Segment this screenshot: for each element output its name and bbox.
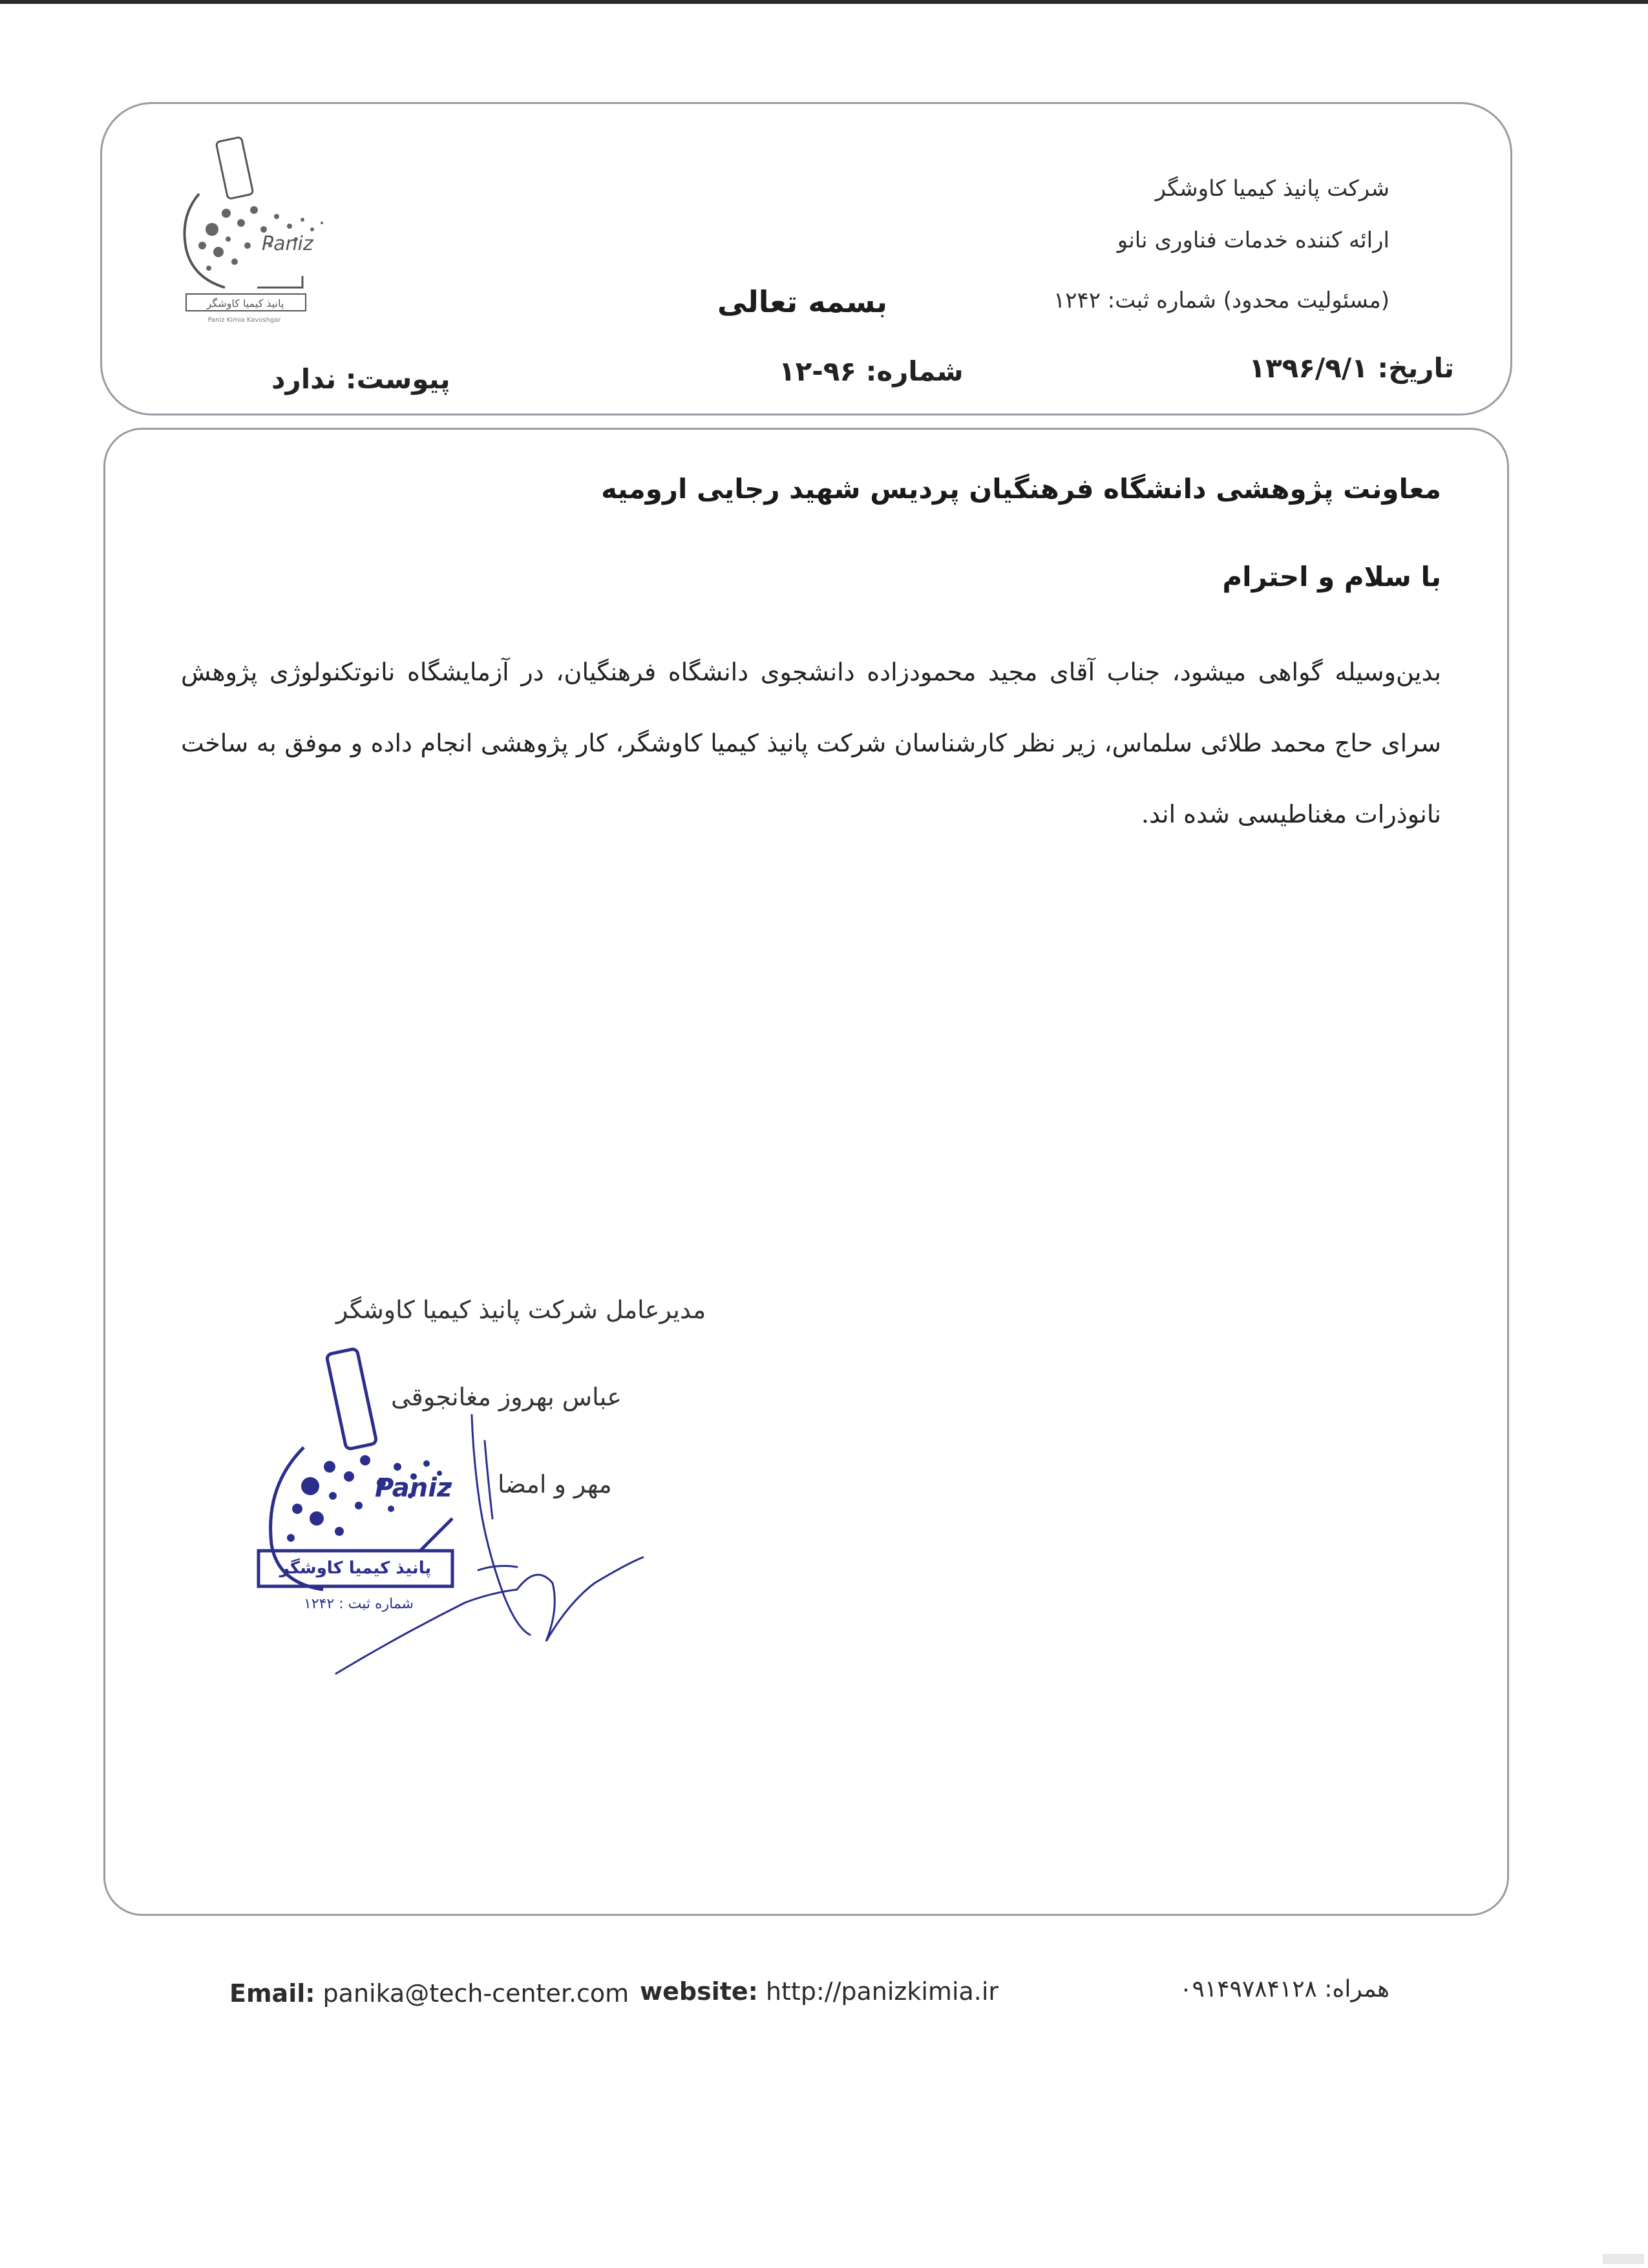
greeting-line: با سلام و احترام — [1222, 561, 1441, 593]
footer-mobile: همراه: ۰۹۱۴۹۷۸۴۱۲۸ — [1179, 1976, 1389, 2002]
company-name: شرکت پانیذ کیمیا کاوشگر — [1155, 176, 1389, 202]
logo-latin-text: Paniz Kimia Kavoshgar — [207, 317, 281, 324]
signatory-name: عباس بهروز مغانجوقی — [391, 1383, 622, 1411]
handwritten-signature — [323, 1402, 659, 1686]
footer-website — [640, 1977, 998, 2006]
email-label: Email: — [229, 1979, 315, 2008]
footer-email — [229, 1979, 629, 2008]
company-registration: (مسئولیت محدود) شماره ثبت: ۱۲۴۲ — [1053, 288, 1389, 313]
signatory-title: مدیرعامل شرکت پانیذ کیمیا کاوشگر — [336, 1296, 706, 1324]
recipient-line: معاونت پژوهشی دانشگاه فرهنگیان پردیس شهید رجایی ارومیه — [601, 473, 1441, 505]
corner-watermark — [1603, 2254, 1644, 2264]
email-value[interactable]: panika@tech-center.com — [322, 1979, 629, 2008]
attachment-note: پیوست: ندارد — [271, 363, 450, 395]
logo-brand-text: Paniz — [262, 233, 313, 255]
company-tagline: ارائه کننده خدمات فناوری نانو — [1117, 227, 1389, 253]
letter-paragraph: بدین‌وسیله گواهی میشود، جناب آقای مجید محمودزاده دانشجوی دانشگاه فرهنگیان، در آزمایشگاه نانوتکنولوژی پژوهش سرای حاج محمد طلائی سلماس، زیر نظر کارشناسان شرکت پانیذ کیمیا کاوشگر، کار پژوهشی انجام داده و موفق به ساخت نانوذرات مغناطیسی شده اند. — [181, 658, 1441, 828]
letter-number: شماره: ۹۶-۱۲ — [779, 355, 964, 387]
website-label: website: — [640, 1977, 758, 2006]
basmala-heading: بسمه تعالی — [717, 284, 888, 319]
stamp-persian-text: پانیذ کیمیا کاوشگر — [279, 1559, 432, 1578]
stamp-brand-text: Paniz — [375, 1473, 452, 1503]
top-edge-line — [0, 0, 1648, 4]
stamp-registration-text: شماره ثبت : ۱۲۴۲ — [303, 1596, 414, 1612]
letter-date: تاریخ: ۱۳۹۶/۹/۱ — [1249, 352, 1454, 384]
stamp-and-signature-label: مهر و امضا — [498, 1470, 612, 1498]
website-value[interactable]: http://panizkimia.ir — [765, 1977, 999, 2006]
logo-persian-text: پانیذ کیمیا کاوشگر — [206, 297, 284, 310]
